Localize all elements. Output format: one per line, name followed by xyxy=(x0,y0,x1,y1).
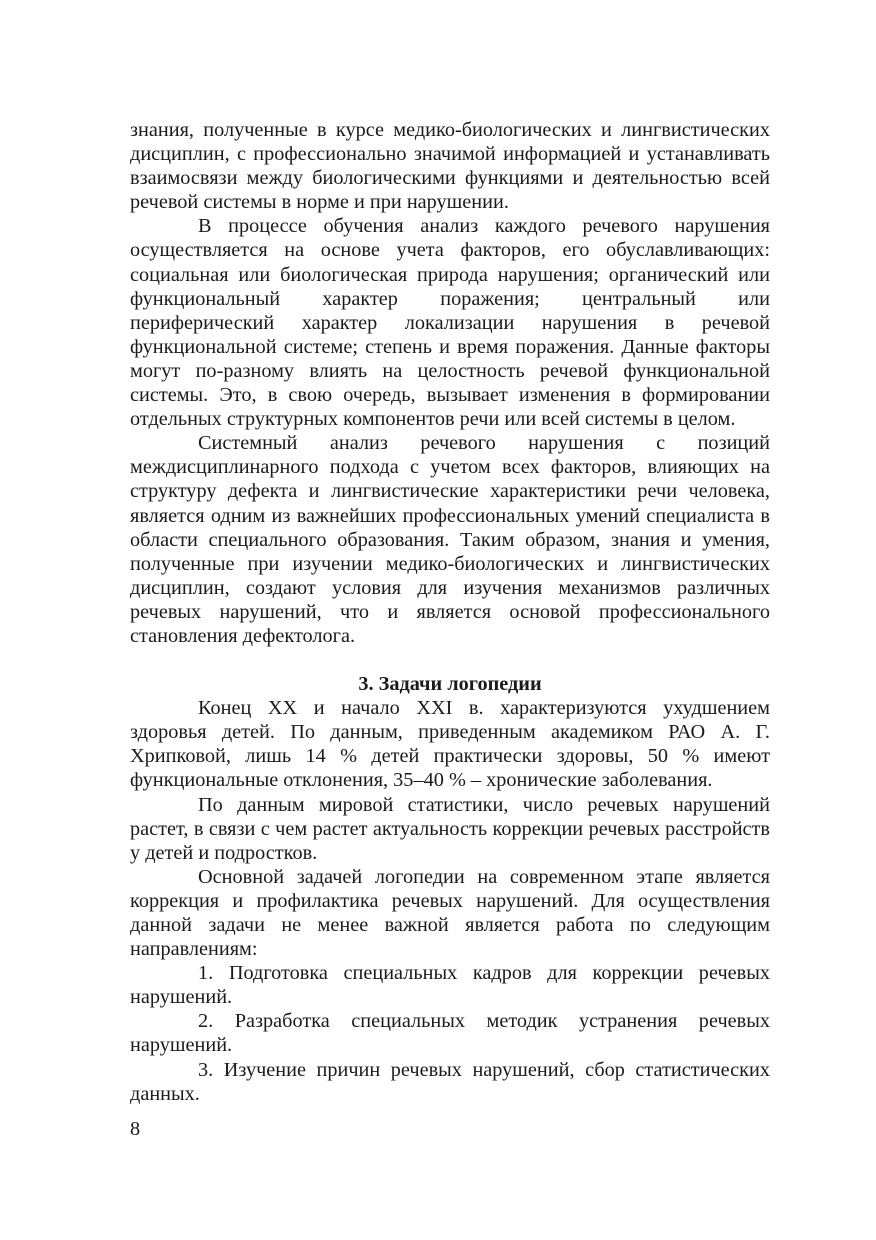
paragraph-main-task: Основной задачей логопедии на современном этапе является коррекция и профилактика речевых нарушений. Для осуществления данной задачи не менее важной является работа по следующим направлениям: xyxy=(130,865,770,961)
list-item: 2. Разработка специальных методик устранения речевых нарушений. xyxy=(130,1010,770,1057)
page-body xyxy=(130,118,770,1106)
paragraph-analysis-factors: В процессе обучения анализ каждого речевого нарушения осуществляется на основе учета факторов, его обуславливающих: социальная или биологическая природа нарушения; органический или функциональный характер поражения; центральный или периферический характер локализации нарушения в речевой функциональной системе; степень и время поражения. Данные факторы могут по-разному влиять на целостность речевой функциональной системы. Это, в свою очередь, вызывает изменения в формировании отдельных структурных компонентов речи или всей системы в целом. xyxy=(130,215,770,431)
page-number: 8 xyxy=(130,1118,141,1140)
section-heading: 3. Задачи логопедии xyxy=(358,673,542,696)
list-item: 1. Подготовка специальных кадров для коррекции речевых нарушений. xyxy=(130,962,770,1009)
paragraph-system-analysis: Системный анализ речевого нарушения с позиций междисциплинарного подхода с учетом всех факторов, влияющих на структуру дефекта и лингвистические характеристики речи человека, является одним из важнейших профессиональных умений специалиста в области специального образования. Таким образом, знания и умения, полученные при изучении медико-биологических и лингвистических дисциплин, создают условия для изучения механизмов различных речевых нарушений, что и является основой профессионального становления дефектолога. xyxy=(130,432,770,647)
paragraph-world-statistics: По данным мировой статистики, число речевых нарушений растет, в связи с чем растет актуальность коррекции речевых расстройств у детей и подростков. xyxy=(130,793,770,864)
paragraph-children-health: Конец XX и начало XXI в. характеризуются ухудшением здоровья детей. По данным, приведенным академиком РАО А. Г. Хрипковой, лишь 14 % детей практически здоровы, 50 % имеют функциональные отклонения, 35–40 % – хронические заболевания. xyxy=(130,697,770,792)
paragraph-continuation: знания, полученные в курсе медико-биологических и лингвистических дисциплин, с профессионально значимой информацией и устанавливать взаимосвязи между биологическими функциями и деятельностью всей речевой системы в норме и при нарушении. xyxy=(130,119,770,214)
list-item: 3. Изучение причин речевых нарушений, сбор статистических данных. xyxy=(130,1058,770,1105)
